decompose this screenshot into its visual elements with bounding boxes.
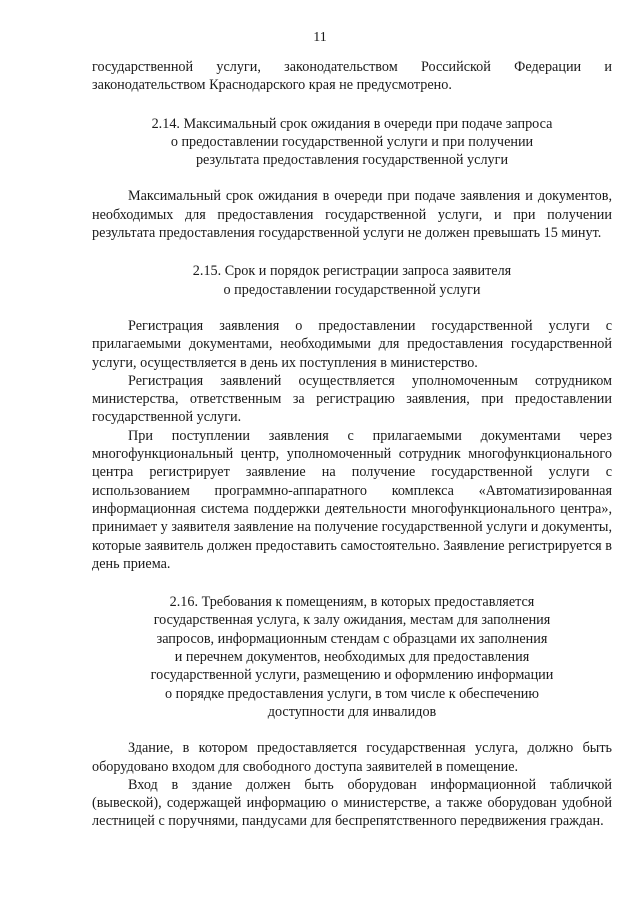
section-2-15-paragraph: Регистрация заявлений осуществляется уполномоченным сотрудником министерства, ответственным за регистрацию заявления, при предоставлении государственной услуги.	[92, 372, 612, 426]
heading-line: 2.15. Срок и порядок регистрации запроса заявителя	[192, 263, 512, 280]
page-number: 11	[313, 30, 327, 45]
section-2-14-heading	[92, 115, 612, 170]
section-2-15-heading	[92, 262, 612, 299]
heading-line: результата предоставления государственной услуги	[195, 152, 509, 169]
section-2-15-paragraph: При поступлении заявления с прилагаемыми документами через многофункциональный центр, уполномоченный сотрудник многофункционального центра регистрирует заявление на получение государственной услуги с использованием программно-аппаратного комплекса «Автоматизированная информационная система поддержки деятельности многофункционального центра», принимает у заявителя заявление на получение государственной услуги и документы, которые заявитель должен предоставить самостоятельно. Заявление регистрируется в день приема.	[92, 427, 612, 572]
heading-line: о предоставлении государственной услуги и при получении	[170, 133, 534, 150]
heading-line: запросов, информационным стендам с образцами их заполнения	[156, 630, 548, 647]
section-2-16-paragraph: Вход в здание должен быть оборудован информационной табличкой (вывеской), содержащей информацию о министерстве, а также оборудован удобной лестницей с поручнями, пандусами для беспрепятственного передвижения граждан.	[92, 776, 612, 830]
section-2-15-paragraph: Регистрация заявления о предоставлении государственной услуги с прилагаемыми документами, необходимыми для предоставления государственной услуги, осуществляется в день их поступления в министерство.	[92, 317, 612, 371]
document-body	[92, 58, 612, 831]
heading-line: государственной услуги, размещению и оформлению информации	[150, 667, 554, 684]
intro-paragraph: государственной услуги, законодательством Российской Федерации и законодательством Краснодарского края не предусмотрено.	[92, 59, 612, 94]
heading-line: о порядке предоставления услуги, в том числе к обеспечению	[164, 685, 539, 702]
heading-line: 2.16. Требования к помещениям, в которых предоставляется	[169, 594, 535, 611]
section-2-16-paragraph: Здание, в котором предоставляется государственная услуга, должно быть оборудовано входом для свободного доступа заявителей в помещение.	[92, 740, 612, 775]
heading-line: доступности для инвалидов	[267, 703, 437, 720]
section-2-14-paragraph: Максимальный срок ожидания в очереди при подаче заявления и документов, необходимых для предоставления государственной услуги, и при получении результата предоставления государственной услуги не должен превышать 15 минут.	[92, 188, 612, 242]
heading-line: государственная услуга, к залу ожидания, местам для заполнения	[153, 612, 551, 629]
heading-line: 2.14. Максимальный срок ожидания в очереди при подаче запроса	[151, 115, 553, 132]
heading-line: о предоставлении государственной услуги	[223, 281, 481, 298]
heading-line: и перечнем документов, необходимых для предоставления	[174, 649, 530, 666]
section-2-16-heading	[92, 593, 612, 721]
